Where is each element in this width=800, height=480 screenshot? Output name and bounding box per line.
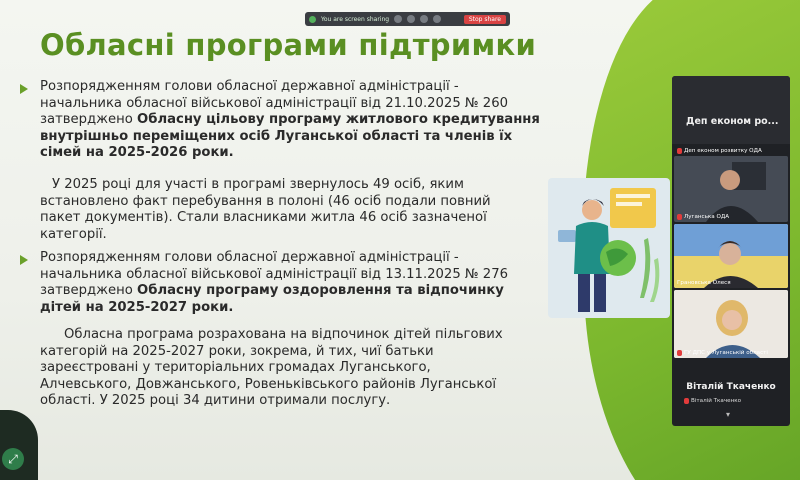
participant-face xyxy=(719,243,741,265)
screen-share-bar xyxy=(305,12,510,26)
share-icon[interactable]: ⤢ xyxy=(2,448,24,470)
participant-face xyxy=(720,170,740,190)
bullet-icon xyxy=(20,255,28,265)
pause-share-icon[interactable] xyxy=(394,15,402,23)
person-leg xyxy=(594,274,606,312)
participant-face xyxy=(722,310,742,330)
person-with-globe-illustration xyxy=(548,178,670,318)
chevron-down-icon[interactable]: ▾ xyxy=(726,410,731,419)
participant-video xyxy=(674,290,788,358)
muted-mic-icon xyxy=(684,398,689,404)
participants-panel xyxy=(672,76,790,426)
sharing-status-icon xyxy=(309,16,316,23)
slide-illustration xyxy=(548,178,670,318)
illustration-bubble xyxy=(558,230,576,242)
screen-corner xyxy=(0,410,38,480)
person-head xyxy=(582,200,602,220)
active-speaker-tile[interactable] xyxy=(672,76,790,144)
participant-tile[interactable] xyxy=(674,146,788,154)
muted-mic-icon xyxy=(677,214,682,220)
participant-label: Луганська ОДА xyxy=(677,214,729,220)
participant-tile[interactable] xyxy=(674,290,788,358)
paragraph-housing-results: У 2025 році для участі в програмі звернулось 49 осіб, яким встановлено факт перебування в полоні (46 осіб подали повний пакет документів). Стали власниками житла 46 осіб зазначеної категорії. xyxy=(40,177,491,242)
illustration-card-line xyxy=(616,194,650,198)
participant-label: ГУ ДПС у Луганській області xyxy=(677,350,768,356)
illustration-leaf xyxy=(650,258,659,302)
stop-share-button[interactable]: Stop share xyxy=(464,15,506,24)
participant-label: Деп економ розвитку ОДА xyxy=(677,148,762,154)
slide-title: Обласні програми підтримки xyxy=(40,28,537,62)
paragraph-recreation-details: Обласна програма розрахована на відпочинок дітей пільгових категорій на 2025-2027 роки, зокрема, й тих, чиї батьки зареєстровані у територіальних громадах Луганського, Алчевського, Довжанського, Ровеньківського районів Луганської області. У 2025 році 34 дитини отримали послугу. xyxy=(40,327,503,408)
illustration-card-line xyxy=(616,202,642,206)
paragraph-program-recreation: Розпорядженням голови обласної державної адміністрації - начальника обласної військової адміністрації від 13.11.2025 № 276 затверджено Обласну програму оздоровлення та відпочинку дітей на 2025-2027 роки. xyxy=(40,250,508,315)
participant-label: Грановська Олеся xyxy=(677,280,731,286)
speaker-sub-label: Віталій Ткаченко xyxy=(684,398,741,404)
illustration-leaf xyxy=(640,238,650,298)
active-speaker-name: Деп економ ро... xyxy=(686,116,779,127)
sharing-status-text: You are screen sharing xyxy=(321,15,390,23)
paragraph-program-housing: Розпорядженням голови обласної державної адміністрації - начальника обласної військової адміністрації від 21.10.2025 № 260 затверджено Обласну цільову програму житлового кредитування внутрішньо переміщених осіб Луганської області та членів їх сімей на 2025-2026 роки. xyxy=(40,79,540,160)
more-options-icon[interactable] xyxy=(420,15,428,23)
muted-mic-icon xyxy=(677,148,682,154)
person-leg xyxy=(578,274,590,312)
annotate-icon[interactable] xyxy=(407,15,415,23)
settings-icon[interactable] xyxy=(433,15,441,23)
speaker-name: Віталій Ткаченко xyxy=(686,382,776,392)
participant-video xyxy=(674,156,788,222)
participant-tile[interactable] xyxy=(674,156,788,222)
participant-video xyxy=(674,224,788,288)
participant-tile[interactable] xyxy=(674,224,788,288)
muted-mic-icon xyxy=(677,350,682,356)
bullet-icon xyxy=(20,84,28,94)
